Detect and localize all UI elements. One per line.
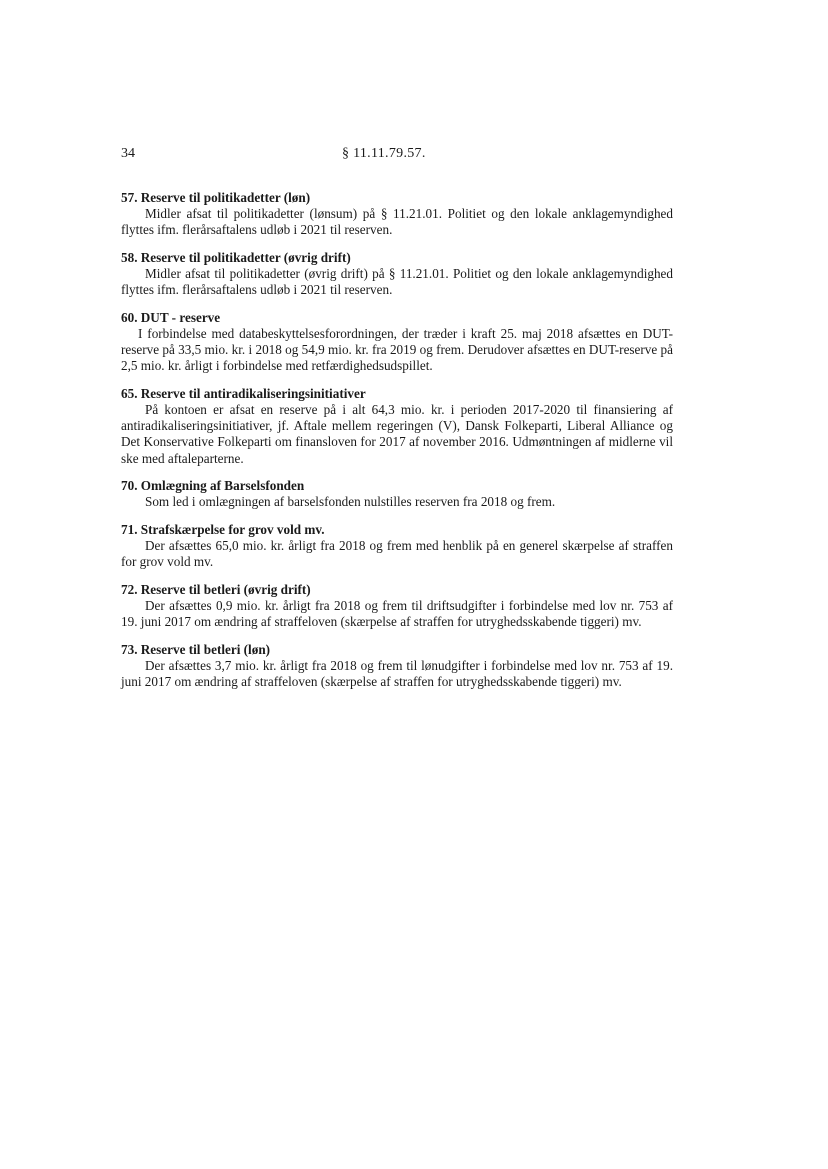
entry-title: 72. Reserve til betleri (øvrig drift) [121,581,311,597]
entry-title: 65. Reserve til antiradikaliseringsinitiativer [121,385,366,401]
entry-70 [121,478,673,510]
page-number: 34 [121,146,135,161]
entry-65 [121,386,673,467]
entry-text: Der afsættes 65,0 mio. kr. årligt fra 2018 og frem med henblik på en generel skærpelse af straffen for grov vold mv. [121,537,673,570]
entry-title: 73. Reserve til betleri (løn) [121,641,271,657]
entry-58 [121,250,673,298]
entry-title: 71. Strafskærpelse for grov vold mv. [121,521,325,537]
entry-60 [121,310,673,375]
entry-text: Der afsættes 0,9 mio. kr. årligt fra 2018 og frem til driftsudgifter i forbindelse med lov nr. 753 af 19. juni 2017 om ændring af straffeloven (skærpelse af straffen for utryghedsskabende tiggeri) mv. [121,597,673,630]
document-body [121,190,673,702]
entry-title: 57. Reserve til politikadetter (løn) [121,190,311,205]
entry-text: På kontoen er afsat en reserve på i alt 64,3 mio. kr. i perioden 2017-2020 til finansiering af antiradikaliseringsinitiativer, jf. Aftale mellem regeringen (V), Dansk Folkeparti, Liberal Alliance og Det Konservative Folkeparti om finansloven for 2017 af november 2016. Udmøntningen af midlerne vil ske med aftaleparterne. [121,401,673,466]
entry-text: Midler afsat til politikadetter (lønsum) på § 11.21.01. Politiet og den lokale anklagemyndighed flyttes ifm. flerårsaftalens udløb i 2021 til reserven. [121,206,673,238]
entry-73 [121,642,673,690]
entry-title: 60. DUT - reserve [121,309,221,325]
entry-57 [121,190,673,238]
entry-text: Midler afsat til politikadetter (øvrig drift) på § 11.21.01. Politiet og den lokale anklagemyndighed flyttes ifm. flerårsaftalens udløb i 2021 til reserven. [121,265,673,298]
entry-text: Der afsættes 3,7 mio. kr. årligt fra 2018 og frem til lønudgifter i forbindelse med lov nr. 753 af 19. juni 2017 om ændring af straffeloven (skærpelse af straffen for utryghedsskabende tiggeri) mv. [121,657,673,689]
entry-text: Som led i omlægningen af barselsfonden nulstilles reserven fra 2018 og frem. [145,494,556,510]
entry-71 [121,522,673,570]
section-reference: § 11.11.79.57. [342,146,426,161]
entry-title: 70. Omlægning af Barselsfonden [121,478,305,494]
entry-text: I forbindelse med databeskyttelsesforordningen, der træder i kraft 25. maj 2018 afsættes en DUT-reserve på 33,5 mio. kr. i 2018 og 54,9 mio. kr. fra 2019 og frem. Derudover afsættes en DUT-reserve på 2,5 mio. kr. årligt i forbindelse med retfærdighedsudspillet. [121,325,673,374]
page-header [121,146,677,166]
entry-title: 58. Reserve til politikadetter (øvrig drift) [121,249,351,265]
entry-72 [121,582,673,630]
